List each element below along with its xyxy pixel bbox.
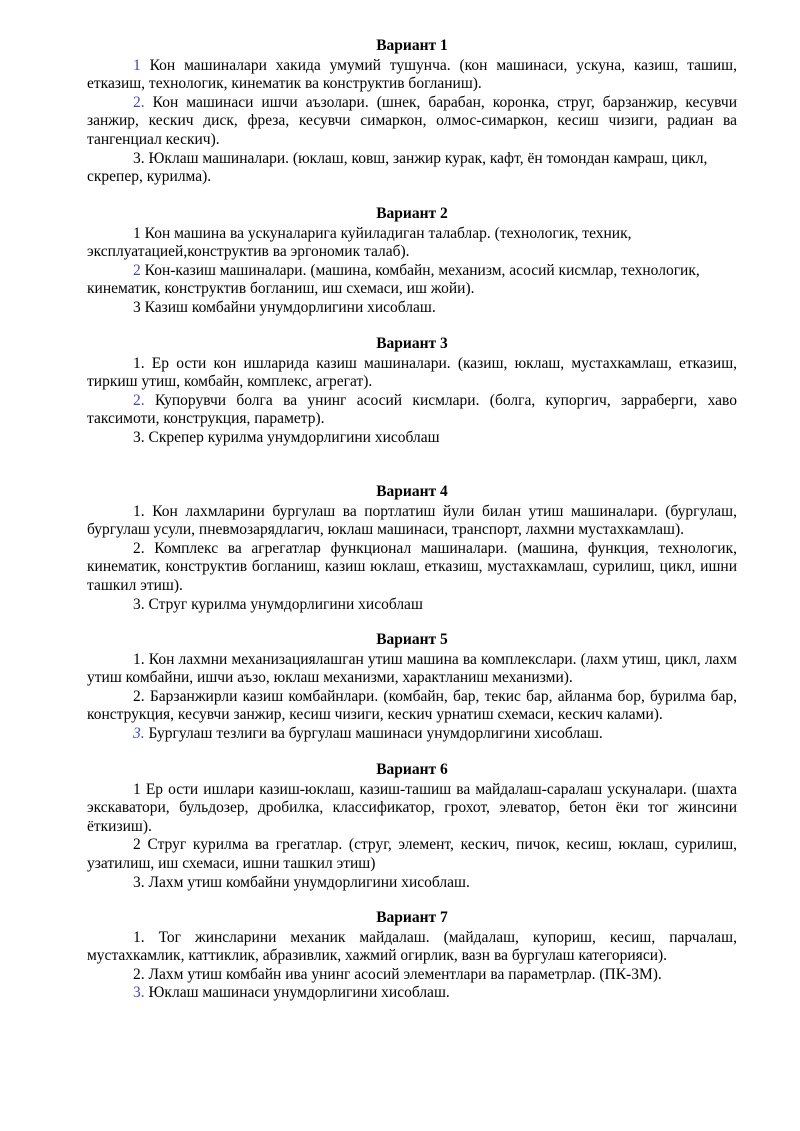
item-text: Юклаш машиналари. (юклаш, ковш, занжир курак, кафт, ён томондан камраш, цикл, скрепер, курилма). [87, 149, 708, 186]
variant-item [87, 392, 737, 429]
item-number: 1. [133, 928, 145, 946]
item-text: Ер ости кон ишларида казиш машиналари. (казиш, юклаш, мустахкамлаш, етказиш, тиркиш утиш, комбайн, комплекс, агрегат). [87, 354, 737, 391]
variant-item [87, 725, 737, 744]
item-number: 3. [133, 724, 145, 742]
item-number: 3 [133, 298, 141, 316]
item-number: 1 [133, 56, 141, 74]
variant-item [87, 929, 737, 966]
variant-item [87, 355, 737, 392]
item-text: Тог жинсларини механик майдалаш. (майдалаш, купориш, кесиш, парчалаш, мустахкамлик, каттиклик, абразивлик, хажмий огирлик, вазн ва бургулаш категорияси). [87, 928, 737, 965]
variant-title: Вариант 1 [376, 37, 448, 54]
item-number: 1. [133, 650, 145, 668]
item-number: 3. [133, 149, 145, 167]
item-text: Струг курилма унумдорлигини хисоблаш [144, 595, 423, 613]
variant-1 [87, 37, 737, 187]
item-text: Казиш комбайни унумдорлигини хисоблаш. [140, 298, 436, 316]
item-number: 1. [133, 354, 145, 372]
variant-4 [87, 483, 737, 614]
variant-item [87, 150, 737, 187]
item-text: Купорувчи болга ва унинг асосий кисмлари. (болга, купоргич, зарраберги, хаво таксимоти, конструкция, параметр). [87, 391, 737, 428]
item-number: 2 [133, 261, 141, 279]
variant-title: Вариант 6 [376, 761, 448, 778]
item-text: Кон лахмларини бургулаш ва портлатиш йули билан утиш машиналари. (бургулаш, бургулаш усули, пневмозарядлагич, юклаш машинаси, транспорт, лахмни мустахкамлаш). [87, 502, 737, 539]
item-text: Барзанжирли казиш комбайнлари. (комбайн, бар, текис бар, айланма бор, бурилма бар, конструкция, кесувчи занжир, кесиш чизиги, кескич урнатиш схемаси, кескич калами). [87, 687, 737, 724]
item-number: 2. [133, 391, 145, 409]
variant-item [87, 688, 737, 725]
variant-item [87, 781, 737, 837]
variant-title: Вариант 3 [376, 335, 448, 352]
item-number: 2. [133, 687, 145, 705]
item-number: 2. [133, 539, 145, 557]
variant-item [87, 429, 737, 448]
variant-item [87, 874, 737, 893]
item-text: Скрепер курилма унумдорлигини хисоблаш [144, 428, 440, 446]
item-text: Бургулаш тезлиги ва бургулаш машинаси унумдорлигини хисоблаш. [144, 724, 603, 742]
variant-item [87, 503, 737, 540]
variant-3 [87, 335, 737, 448]
item-number: 2. [133, 965, 145, 983]
item-text: Кон лахмни механизациялашган утиш машина ва комплекслари. (лахм утиш, цикл, лахм утиш комбайни, ишчи аъзо, юклаш механизми, характланиш механизми). [87, 650, 737, 687]
variant-item [87, 984, 737, 1003]
variant-item [87, 225, 737, 262]
item-text: Юклаш машинаси унумдорлигини хисоблаш. [144, 984, 450, 1002]
variant-item [87, 94, 737, 150]
variant-item [87, 966, 737, 985]
variant-item [87, 57, 737, 94]
variant-7 [87, 909, 737, 1003]
variant-item [87, 299, 737, 318]
item-text: Кон-казиш машиналари. (машина, комбайн, механизм, асосий кисмлар, технологик, кинематик, конструктив богланиш, иш схемаси, иш жойи). [87, 261, 700, 298]
item-number: 3. [133, 984, 145, 1002]
item-text: Кон машиналари хакида умумий тушунча. (кон машинаси, ускуна, казиш, ташиш, етказиш, технологик, кинематик ва конструктив богланиш). [87, 56, 737, 93]
variant-5 [87, 631, 737, 744]
variant-2 [87, 205, 737, 318]
variant-item [87, 836, 737, 873]
variant-title: Вариант 7 [376, 909, 448, 926]
variant-title: Вариант 4 [376, 483, 448, 500]
item-number: 3. [133, 428, 145, 446]
item-number: 2. [133, 93, 145, 111]
variant-item [87, 651, 737, 688]
variant-title: Вариант 5 [376, 631, 448, 648]
variant-6 [87, 761, 737, 892]
item-text: Струг курилма ва грегатлар. (струг, элемент, кескич, пичок, кесиш, юклаш, сурилиш, узатилиш, иш схемаси, ишни ташкил этиш) [87, 836, 737, 872]
item-number: 1 [133, 780, 141, 798]
item-number: 3. [133, 595, 145, 613]
variant-item [87, 262, 737, 299]
item-text: Кон машинаси ишчи аъзолари. (шнек, барабан, коронка, струг, барзанжир, кесувчи занжир, кескич диск, фреза, кесувчи симаркон, олмос-симаркон, кесиш чизиги, радиан ва тангенциал кескич). [87, 93, 737, 148]
item-text: Лахм утиш комбайни унумдорлигини хисоблаш. [144, 873, 470, 891]
item-text: Лахм утиш комбайн ива унинг асосий элементлари ва параметрлар. (ПК-3М). [144, 965, 662, 983]
item-number: 1. [133, 502, 145, 520]
item-text: Комплекс ва агрегатлар функционал машиналари. (машина, функция, технологик, кинематик, конструктив богланиш, казиш юклаш, етказиш, мустахкамлаш, сурилиш, цикл, ишни ташкил этиш). [87, 539, 737, 594]
variant-item [87, 596, 737, 615]
variant-item [87, 540, 737, 596]
item-number: 1 [133, 224, 141, 242]
item-text: Ер ости ишлари казиш-юклаш, казиш-ташиш ва майдалаш-саралаш ускуналари. (шахта экскаватори, бульдозер, дробилка, классификатор, грохот, элеватор, бетон ёки тог жинсини ёткизиш). [87, 780, 737, 835]
variant-title: Вариант 2 [376, 205, 448, 222]
item-number: 2 [133, 836, 141, 854]
item-number: 3. [133, 873, 145, 891]
item-text: Кон машина ва ускуналарига куйиладиган талаблар. (технологик, техник, эксплуатацией,конструктив ва эргономик талаб). [87, 224, 632, 261]
